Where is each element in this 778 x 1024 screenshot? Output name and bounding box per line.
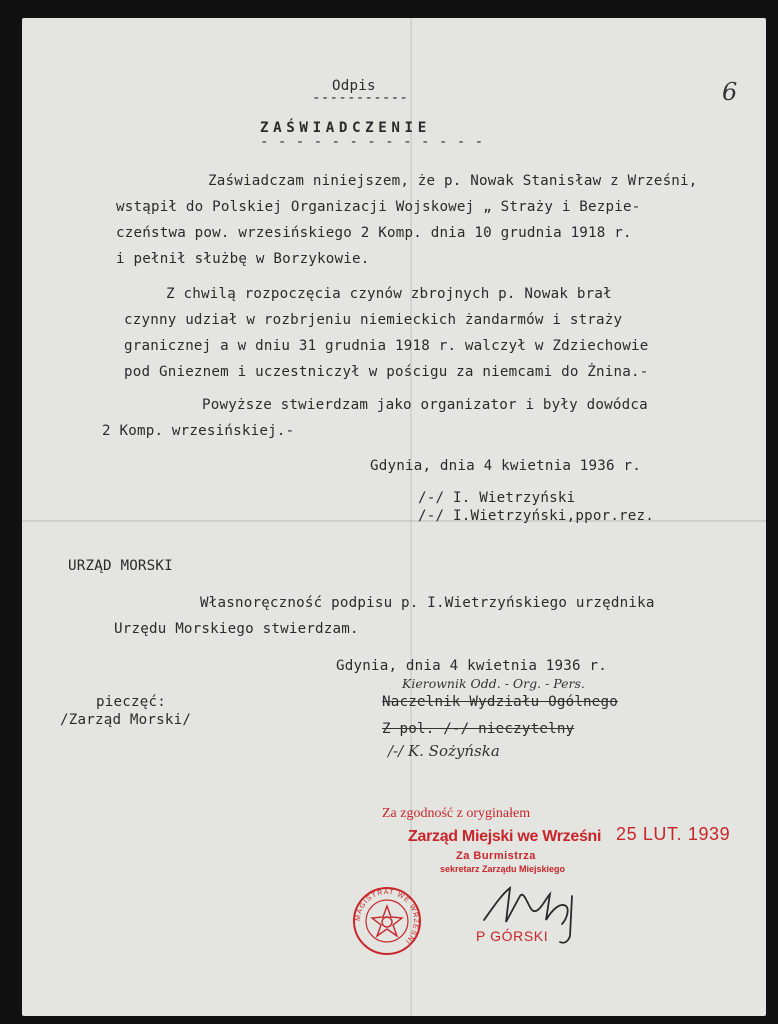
document-title: ZAŚWIADCZENIE [260,120,431,136]
body-line: czynny udział w rozbrjeniu niemieckich żandarmów i straży [124,312,623,328]
body-line: Zaświadczam niniejszem, że p. Nowak Stanisław z Wrześni, [208,173,698,189]
seal-label: pieczęć: [96,694,166,710]
signature-line: /-/ I.Wietrzyński,ppor.rez. [418,508,655,524]
round-seal-icon [350,884,424,958]
copy-underline: ----------- [312,90,409,106]
page-number: 6 [722,78,738,106]
seal-value: /Zarząd Morski/ [60,712,192,728]
mayor-stamp: Za Burmistrza [456,850,536,862]
struck-title: Naczelnik Wydziału Ogólnego [382,694,619,710]
handwritten-signature: /-/ K. Sożyńska [388,742,500,760]
office-stamp: Zarząd Miejski we Wrześni [408,828,602,845]
body-line: i pełnił służbę w Borzykowie. [116,251,370,267]
certification-line: Własnoręczność podpisu p. I.Wietrzyńskiego urzędnika [200,595,655,611]
date-line: Gdynia, dnia 4 kwietnia 1936 r. [370,458,641,474]
signatory-stamp: P GÓRSKI [476,928,549,944]
body-line: Z chwilą rozpoczęcia czynów zbrojnych p. Nowak brał [166,286,612,302]
body-line: granicznej a w dniu 31 grudnia 1918 r. walczył w Zdziechowie [124,338,649,354]
certification-line: Urzędu Morskiego stwierdzam. [114,621,359,637]
title-underline: - - - - - - - - - - - - - [260,134,484,150]
secretary-stamp: sekretarz Zarządu Miejskiego [440,864,566,874]
date-line: Gdynia, dnia 4 kwietnia 1936 r. [336,658,607,674]
body-line: czeństwa pow. wrzesińskiego 2 Komp. dnia 10 grudnia 1918 r. [116,225,632,241]
body-line: wstąpił do Polskiej Organizacji Wojskowej „ Straży i Bezpie- [116,199,641,215]
document-page [22,18,766,1016]
body-line: Powyższe stwierdzam jako organizator i były dowódca [202,397,648,413]
fold-line-horizontal [22,520,766,522]
struck-pol: Z pol. /-/ nieczytelny [382,721,575,737]
date-stamp: 25 LUT. 1939 [616,824,731,844]
handwritten-title: Kierownik Odd. - Org. - Pers. [402,676,585,691]
body-line: pod Gnieznem i uczestniczył w pościgu za niemcami do Żnina.- [124,364,649,380]
conformity-stamp: Za zgodność z oryginałem [382,806,531,821]
office-heading: URZĄD MORSKI [68,558,173,574]
seal-text: MAGISTRAT WE WRZEŚNI [354,888,420,946]
body-line: 2 Komp. wrzesińskiej.- [102,423,295,439]
copy-label: Odpis [332,78,376,94]
fold-line-vertical [410,18,412,1016]
signature-line: /-/ I. Wietrzyński [418,490,576,506]
signature-scribble [480,876,590,946]
